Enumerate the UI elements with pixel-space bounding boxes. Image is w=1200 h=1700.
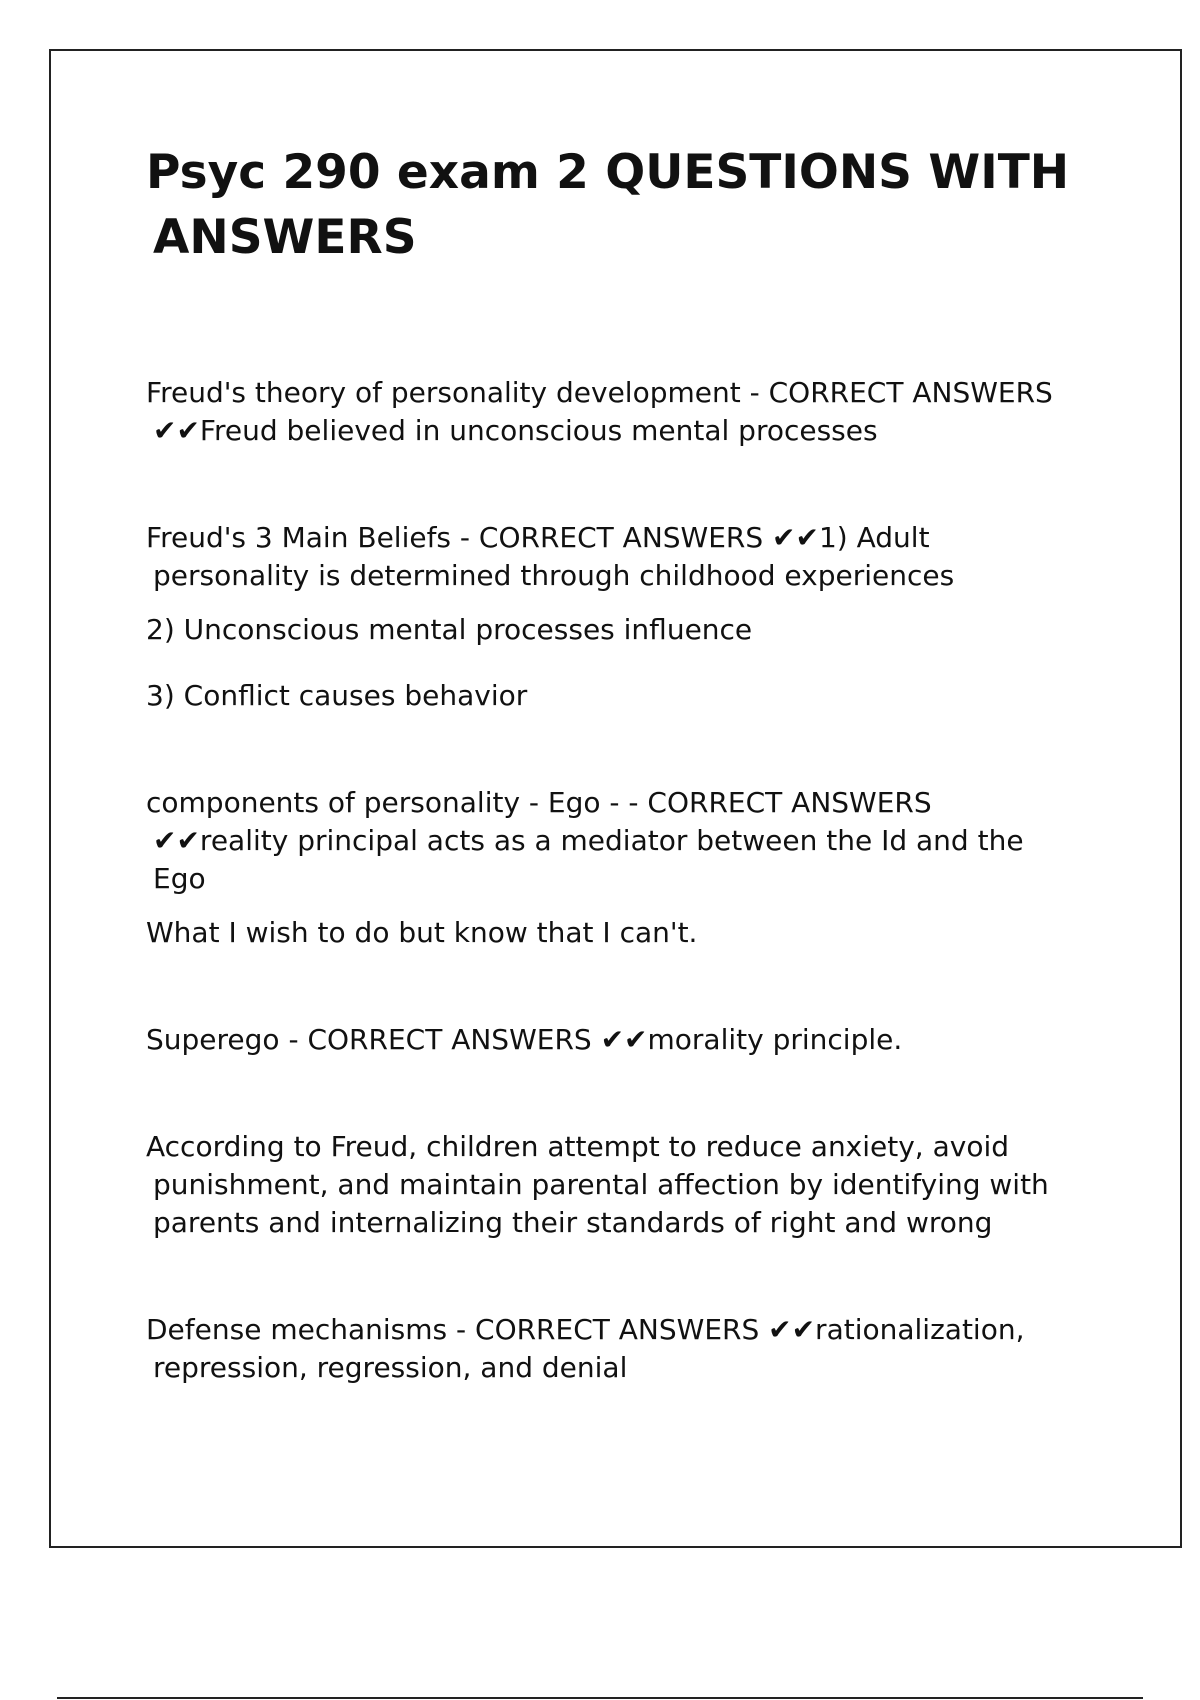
qa-line: components of personality - Ego - - CORRECT ANSWERS [146, 786, 932, 819]
qa-text [146, 1311, 1086, 1387]
qa-line: According to Freud, children attempt to reduce anxiety, avoid [146, 1130, 1010, 1163]
qa-line: ✔✔reality principal acts as a mediator between the Id and the [153, 824, 1024, 857]
footer-rule [57, 1697, 1143, 1699]
qa-text [146, 374, 1086, 450]
qa-item-superego [146, 1021, 1086, 1059]
qa-item-identification [146, 1128, 1086, 1242]
qa-line: Freud's 3 Main Beliefs - CORRECT ANSWERS ✔✔1) Adult [146, 521, 930, 554]
qa-line: Superego - CORRECT ANSWERS ✔✔morality principle. [146, 1023, 903, 1056]
qa-extra-line: What I wish to do but know that I can't. [146, 916, 698, 949]
title-line-1: Psyc 290 exam 2 QUESTIONS WITH [146, 145, 1070, 200]
qa-line: ✔✔Freud believed in unconscious mental processes [153, 414, 878, 447]
qa-text [146, 1021, 1086, 1059]
document-content [146, 140, 1086, 1387]
qa-line: parents and internalizing their standards of right and wrong [153, 1206, 993, 1239]
qa-line: repression, regression, and denial [153, 1351, 628, 1384]
qa-item-ego [146, 784, 1086, 952]
qa-line: Ego [153, 862, 206, 895]
qa-extra-line: 2) Unconscious mental processes influence [146, 613, 753, 646]
title-line-2: ANSWERS [153, 210, 417, 265]
qa-text [146, 1128, 1086, 1242]
qa-extra-line: 3) Conflict causes behavior [146, 679, 528, 712]
qa-line: Freud's theory of personality development - CORRECT ANSWERS [146, 376, 1053, 409]
qa-item-freud-theory [146, 374, 1086, 450]
qa-line: personality is determined through childhood experiences [153, 559, 955, 592]
qa-text [146, 784, 1086, 898]
qa-item-defense-mechanisms [146, 1311, 1086, 1387]
qa-line: Defense mechanisms - CORRECT ANSWERS ✔✔rationalization, [146, 1313, 1025, 1346]
qa-item-freud-beliefs [146, 519, 1086, 715]
qa-text [146, 519, 1086, 595]
document-title [146, 140, 1086, 270]
qa-line: punishment, and maintain parental affection by identifying with [153, 1168, 1049, 1201]
